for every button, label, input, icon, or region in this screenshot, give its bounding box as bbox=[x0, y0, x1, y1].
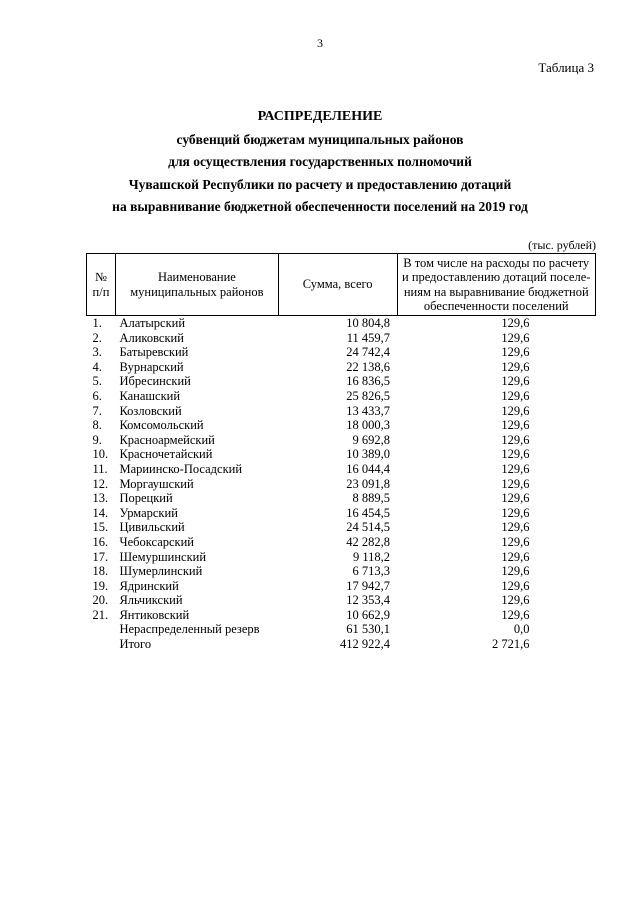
row-district-name: Аликовский bbox=[119, 330, 184, 345]
row-subsidy: 129,6 bbox=[501, 403, 530, 418]
row-district-name: Вурнарский bbox=[119, 359, 184, 374]
row-subsidy: 2 721,6 bbox=[492, 637, 530, 652]
row-sum: 42 282,8 bbox=[346, 534, 390, 549]
row-number: 7. bbox=[92, 403, 102, 418]
row-number: 3. bbox=[92, 345, 102, 360]
row-number: 18. bbox=[92, 564, 109, 579]
row-sum: 9 692,8 bbox=[352, 432, 390, 447]
row-district-name: Яльчикский bbox=[119, 593, 183, 608]
table-body bbox=[87, 316, 596, 652]
row-subsidy: 129,6 bbox=[501, 374, 530, 389]
row-number: 17. bbox=[92, 549, 109, 564]
row-district-name: Ядринский bbox=[119, 578, 179, 593]
row-subsidy: 129,6 bbox=[501, 505, 530, 520]
row-number bbox=[87, 637, 116, 652]
row-number: 20. bbox=[92, 593, 109, 608]
table-row bbox=[87, 622, 596, 637]
row-subsidy: 129,6 bbox=[501, 520, 530, 535]
row-district-name: Нераспределенный резерв bbox=[119, 622, 260, 637]
row-sum: 23 091,8 bbox=[346, 476, 390, 491]
table-row bbox=[87, 374, 596, 389]
row-subsidy: 129,6 bbox=[501, 330, 530, 345]
row-district-name: Ибресинский bbox=[119, 374, 191, 389]
row-subsidy: 129,6 bbox=[501, 476, 530, 491]
row-sum: 9 118,2 bbox=[352, 549, 390, 564]
table-row bbox=[87, 389, 596, 404]
row-district-name: Цивильский bbox=[119, 520, 185, 535]
table-row bbox=[87, 608, 596, 623]
row-subsidy: 129,6 bbox=[501, 418, 530, 433]
row-sum: 25 826,5 bbox=[346, 388, 390, 403]
row-subsidy: 129,6 bbox=[501, 564, 530, 579]
row-subsidy: 0,0 bbox=[513, 622, 530, 637]
title-line-1: РАСПРЕДЕЛЕНИЕ bbox=[257, 109, 383, 124]
row-district-name: Козловский bbox=[119, 403, 182, 418]
row-district-name: Чебоксарский bbox=[119, 534, 194, 549]
row-subsidy: 129,6 bbox=[501, 593, 530, 608]
document-title bbox=[0, 106, 640, 219]
table-row bbox=[87, 535, 596, 550]
row-subsidy: 129,6 bbox=[501, 316, 530, 330]
table-row bbox=[87, 360, 596, 375]
row-district-name: Алатырский bbox=[119, 316, 186, 330]
table-row bbox=[87, 564, 596, 579]
row-subsidy: 129,6 bbox=[501, 345, 530, 360]
row-district-name: Моргаушский bbox=[119, 476, 194, 491]
row-district-name: Шемуршинский bbox=[119, 549, 207, 564]
row-sum: 10 662,9 bbox=[346, 607, 390, 622]
table-row bbox=[87, 637, 596, 652]
row-sum: 16 454,5 bbox=[346, 505, 390, 520]
table-row bbox=[87, 491, 596, 506]
row-sum: 8 889,5 bbox=[352, 491, 390, 506]
row-district-name: Шумерлинский bbox=[119, 564, 203, 579]
row-number: 16. bbox=[92, 534, 109, 549]
row-district-name: Итого bbox=[119, 637, 152, 652]
unit-note: (тыс. рублей) bbox=[528, 238, 596, 252]
row-sum: 6 713,3 bbox=[352, 564, 390, 579]
row-sum: 412 922,4 bbox=[340, 637, 390, 652]
row-sum: 24 742,4 bbox=[346, 345, 390, 360]
row-subsidy: 129,6 bbox=[501, 359, 530, 374]
row-number: 5. bbox=[92, 374, 102, 389]
title-line-3: для осуществления государственных полномочий bbox=[168, 154, 472, 169]
row-district-name: Канашский bbox=[119, 388, 181, 403]
distribution-table bbox=[86, 253, 596, 652]
row-district-name: Красночетайский bbox=[119, 447, 213, 462]
row-number: 1. bbox=[92, 316, 102, 330]
row-district-name: Урмарский bbox=[119, 505, 178, 520]
row-number: 8. bbox=[92, 418, 102, 433]
row-number: 6. bbox=[92, 388, 102, 403]
row-sum: 10 804,8 bbox=[346, 316, 390, 330]
row-number: 2. bbox=[92, 330, 102, 345]
row-sum: 13 433,7 bbox=[346, 403, 390, 418]
row-subsidy: 129,6 bbox=[501, 388, 530, 403]
table-header-row bbox=[87, 254, 596, 316]
row-subsidy: 129,6 bbox=[501, 447, 530, 462]
row-district-name: Янтиковский bbox=[119, 607, 190, 622]
row-number: 4. bbox=[92, 359, 102, 374]
table-row bbox=[87, 462, 596, 477]
row-sum: 12 353,4 bbox=[346, 593, 390, 608]
row-number: 21. bbox=[92, 607, 109, 622]
row-subsidy: 129,6 bbox=[501, 607, 530, 622]
row-number: 11. bbox=[92, 461, 108, 476]
table-row bbox=[87, 345, 596, 360]
header-subsidies: В том числе на расходы по расчету и предоставлению дотаций поселе-ниям на выравнивание бюджетной обеспеченности поселений bbox=[397, 254, 596, 316]
table-row bbox=[87, 316, 596, 331]
table-row bbox=[87, 579, 596, 594]
table-row bbox=[87, 404, 596, 419]
table-row bbox=[87, 520, 596, 535]
row-sum: 61 530,1 bbox=[346, 622, 390, 637]
header-num: № п/п bbox=[87, 254, 116, 316]
row-sum: 22 138,6 bbox=[346, 359, 390, 374]
row-district-name: Порецкий bbox=[119, 491, 173, 506]
table-row bbox=[87, 433, 596, 448]
title-line-5: на выравнивание бюджетной обеспеченности поселений на 2019 год bbox=[112, 199, 528, 214]
row-district-name: Комсомольский bbox=[119, 418, 204, 433]
table-row bbox=[87, 550, 596, 565]
row-sum: 16 044,4 bbox=[346, 461, 390, 476]
table-label: Таблица 3 bbox=[538, 60, 594, 75]
table-row bbox=[87, 593, 596, 608]
row-district-name: Батыревский bbox=[119, 345, 189, 360]
row-subsidy: 129,6 bbox=[501, 491, 530, 506]
row-sum: 18 000,3 bbox=[346, 418, 390, 433]
row-number bbox=[87, 622, 116, 637]
row-subsidy: 129,6 bbox=[501, 461, 530, 476]
page-number: 3 bbox=[317, 36, 323, 50]
table-row bbox=[87, 477, 596, 492]
row-number: 14. bbox=[92, 505, 109, 520]
row-district-name: Мариинско-Посадский bbox=[119, 461, 243, 476]
row-number: 10. bbox=[92, 447, 109, 462]
row-subsidy: 129,6 bbox=[501, 549, 530, 564]
row-district-name: Красноармейский bbox=[119, 432, 215, 447]
title-line-2: субвенций бюджетам муниципальных районов bbox=[176, 131, 464, 147]
row-sum: 17 942,7 bbox=[346, 578, 390, 593]
row-sum: 16 836,5 bbox=[346, 374, 390, 389]
row-number: 12. bbox=[92, 476, 109, 491]
row-sum: 11 459,7 bbox=[346, 330, 390, 345]
table-row bbox=[87, 506, 596, 521]
table-row bbox=[87, 418, 596, 433]
row-sum: 24 514,5 bbox=[346, 520, 390, 535]
row-number: 9. bbox=[92, 432, 102, 447]
row-sum: 10 389,0 bbox=[346, 447, 390, 462]
table-row bbox=[87, 331, 596, 346]
header-name: Наименование муниципальных районов bbox=[115, 254, 278, 316]
row-subsidy: 129,6 bbox=[501, 578, 530, 593]
row-number: 13. bbox=[92, 491, 109, 506]
header-sum: Сумма, всего bbox=[278, 254, 397, 316]
title-line-4: Чувашской Республики по расчету и предоставлению дотаций bbox=[128, 176, 512, 192]
row-number: 19. bbox=[92, 578, 109, 593]
row-subsidy: 129,6 bbox=[501, 432, 530, 447]
row-number: 15. bbox=[92, 520, 109, 535]
row-subsidy: 129,6 bbox=[501, 534, 530, 549]
table-row bbox=[87, 447, 596, 462]
